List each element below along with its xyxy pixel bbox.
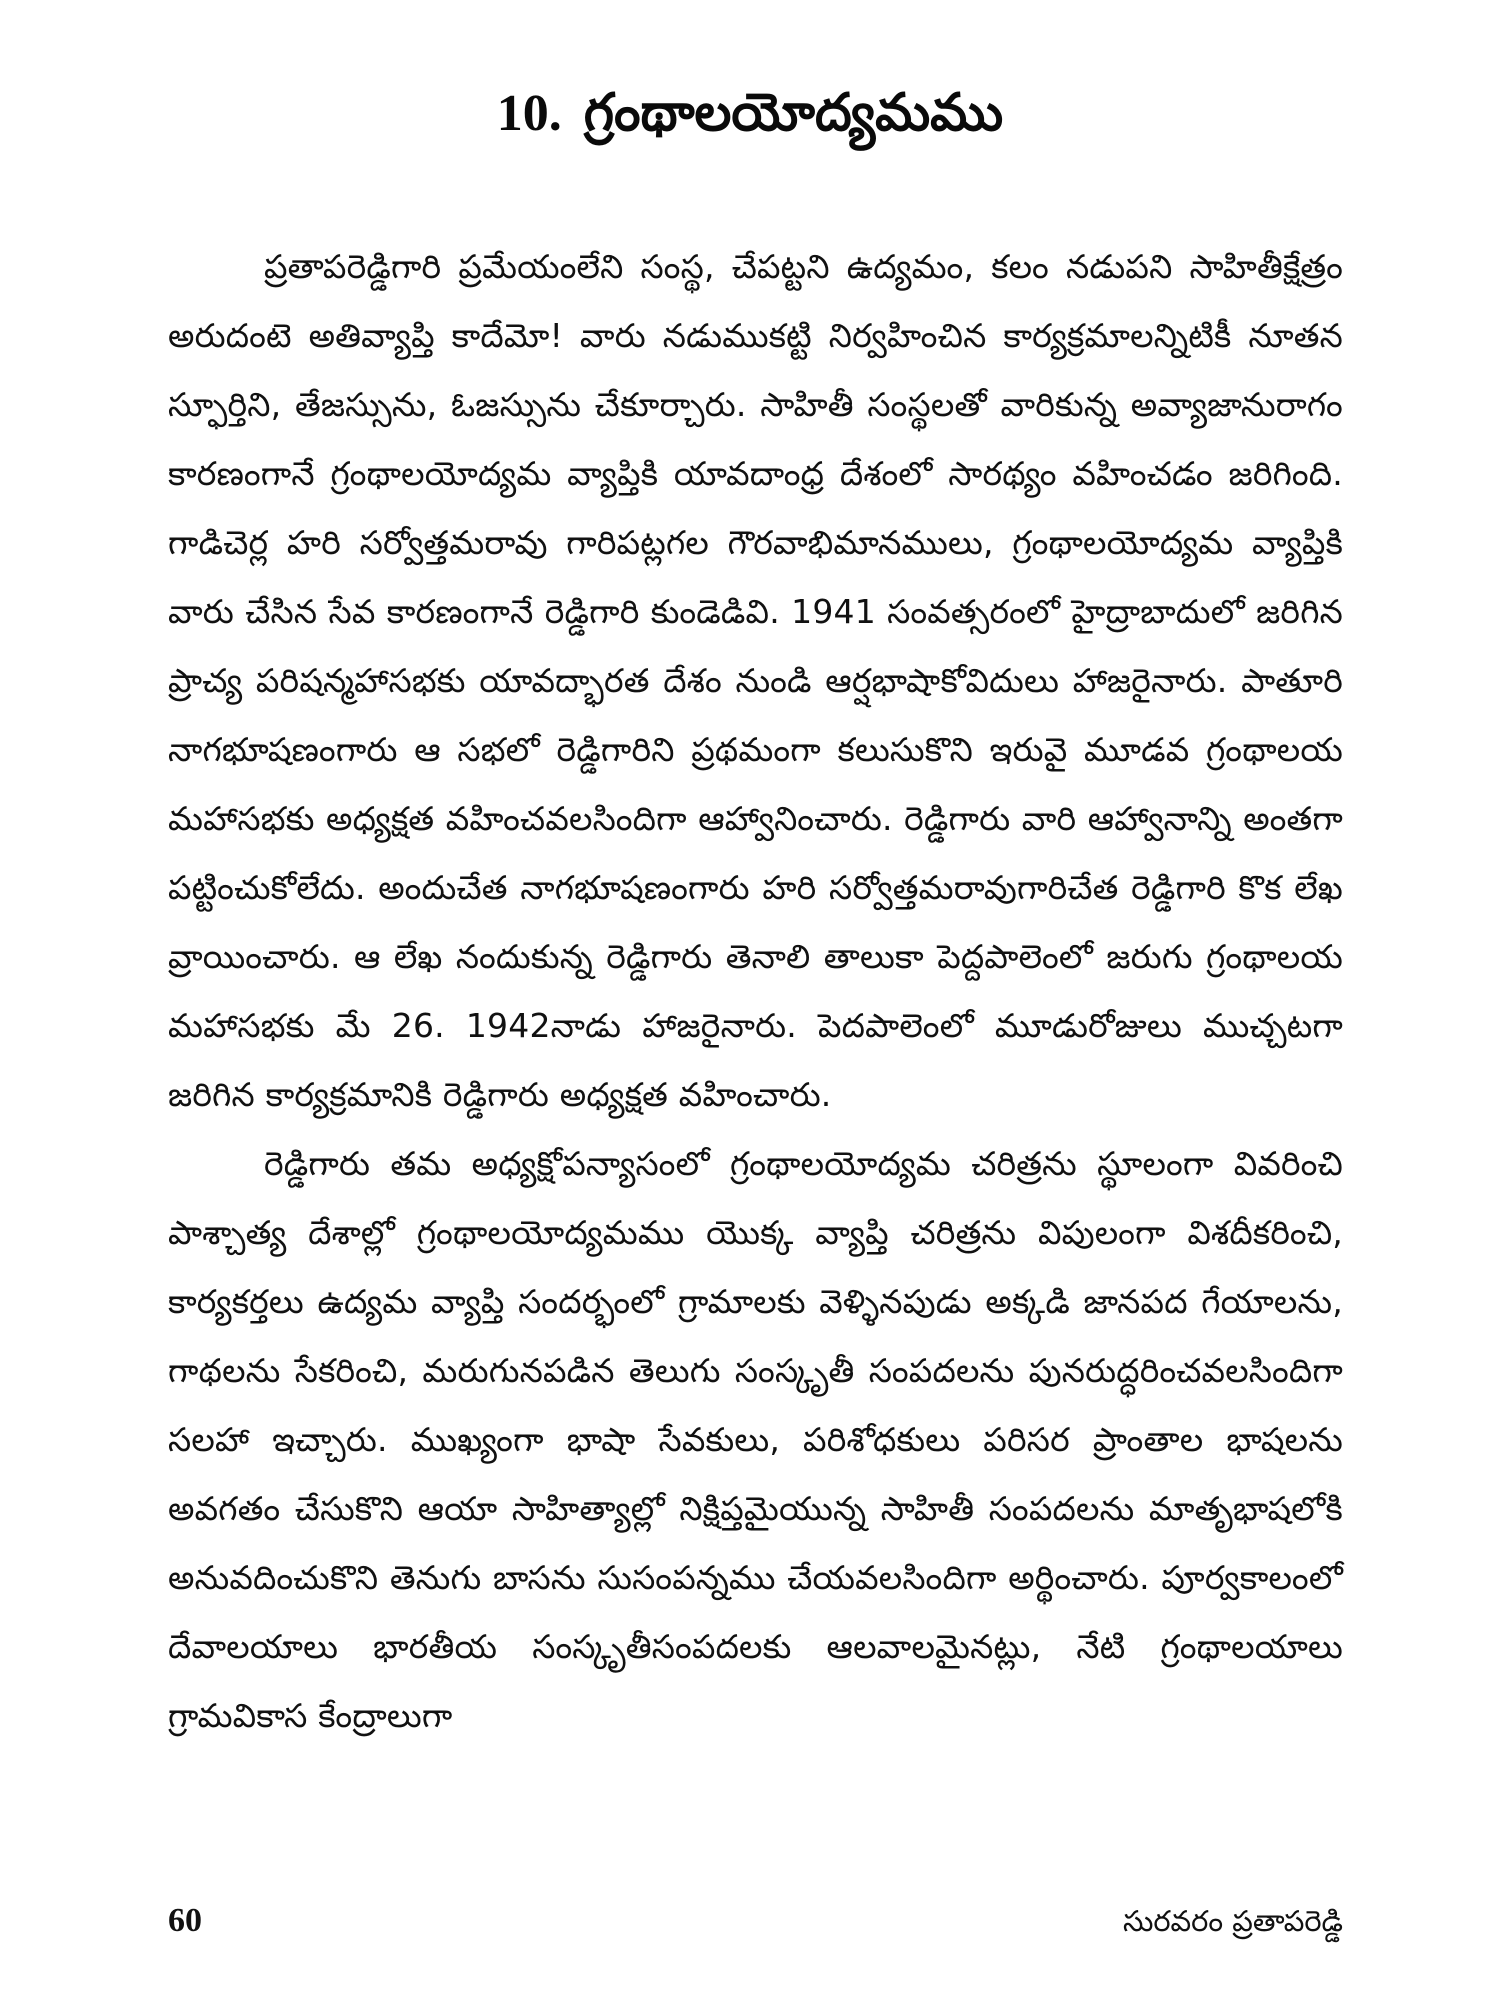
paragraph: ప్రతాపరెడ్డిగారి ప్రమేయంలేని సంస్థ, చేపట్టని ఉద్యమం, కలం నడుపని సాహితీక్షేత్రం అరుదంటె అతివ్యాప్తి కాదేమో! వారు నడుముకట్టి నిర్వహించిన కార్యక్రమాలన్నిటికీ నూతన స్ఫూర్తిని, తేజస్సును, ఓజస్సును చేకూర్చారు. సాహితీ సంస్థలతో వారికున్న అవ్యాజానురాగం కారణంగానే గ్రంథాలయోద్యమ వ్యాప్తికి యావదాంధ్ర దేశంలో సారథ్యం వహించడం జరిగింది. గాడిచెర్ల హరి సర్వోత్తమరావు గారిపట్లగల గౌరవాభిమానములు, గ్రంథాలయోద్యమ వ్యాప్తికి వారు చేసిన సేవ కారణంగానే రెడ్డిగారి కుండెడివి. 1941 సంవత్సరంలో హైద్రాబాదులో జరిగిన ప్రాచ్య పరిషన్మహాసభకు యావద్భారత దేశం నుండి ఆర్షభాషాకోవిదులు హాజరైనారు. పాతూరి నాగభూషణంగారు ఆ సభలో రెడ్డిగారిని ప్రథమంగా కలుసుకొని ఇరువై మూడవ గ్రంథాలయ మహాసభకు అధ్యక్షత వహించవలసిందిగా ఆహ్వానించారు. రెడ్డిగారు వారి ఆహ్వానాన్ని అంతగా పట్టించుకోలేదు. అందుచేత నాగభూషణంగారు హరి సర్వోత్తమరావుగారిచేత రెడ్డిగారి కొక లేఖ వ్రాయించారు. ఆ లేఖ నందుకున్న రెడ్డిగారు తెనాలి తాలుకా పెద్దపాలెంలో జరుగు గ్రంథాలయ మహాసభకు మే 26. 1942నాడు హాజరైనారు. పెదపాలెంలో మూడురోజులు ముచ్చటగా జరిగిన కార్యక్రమానికి రెడ్డిగారు అధ్యక్షత వహించారు. — [168, 247, 1343, 1114]
chapter-heading — [0, 78, 1500, 149]
running-footer-author: సురవరం ప్రతాపరెడ్డి — [1122, 1904, 1343, 1938]
paragraph: రెడ్డిగారు తమ అధ్యక్షోపన్యాసంలో గ్రంథాలయోద్యమ చరిత్రను స్థూలంగా వివరించి పాశ్చాత్య దేశాల్లో గ్రంథాలయోద్యమము యొక్క వ్యాప్తి చరిత్రను విపులంగా విశదీకరించి, కార్యకర్తలు ఉద్యమ వ్యాప్తి సందర్భంలో గ్రామాలకు వెళ్ళినపుడు అక్కడి జానపద గేయాలను, గాథలను సేకరించి, మరుగునపడిన తెలుగు సంస్కృతీ సంపదలను పునరుద్ధరించవలసిందిగా సలహా ఇచ్చారు. ముఖ్యంగా భాషా సేవకులు, పరిశోధకులు పరిసర ప్రాంతాల భాషలను అవగతం చేసుకొని ఆయా సాహిత్యాల్లో నిక్షిప్తమైయున్న సాహితీ సంపదలను మాతృభాషలోకి అనువదించుకొని తెనుగు బాసను సుసంపన్నము చేయవలసిందిగా అర్థించారు. పూర్వకాలంలో దేవాలయాలు భారతీయ సంస్కృతీసంపదలకు ఆలవాలమైనట్లు, నేటి గ్రంథాలయాలు గ్రామవికాస కేంద్రాలుగా — [168, 1144, 1343, 1735]
chapter-number: 10. — [496, 85, 562, 142]
chapter-title: గ్రంథాలయోద్యమము — [583, 83, 1004, 143]
page-footer — [168, 1898, 1343, 1948]
page-number: 60 — [168, 1902, 202, 1939]
body-text — [168, 232, 1343, 1750]
